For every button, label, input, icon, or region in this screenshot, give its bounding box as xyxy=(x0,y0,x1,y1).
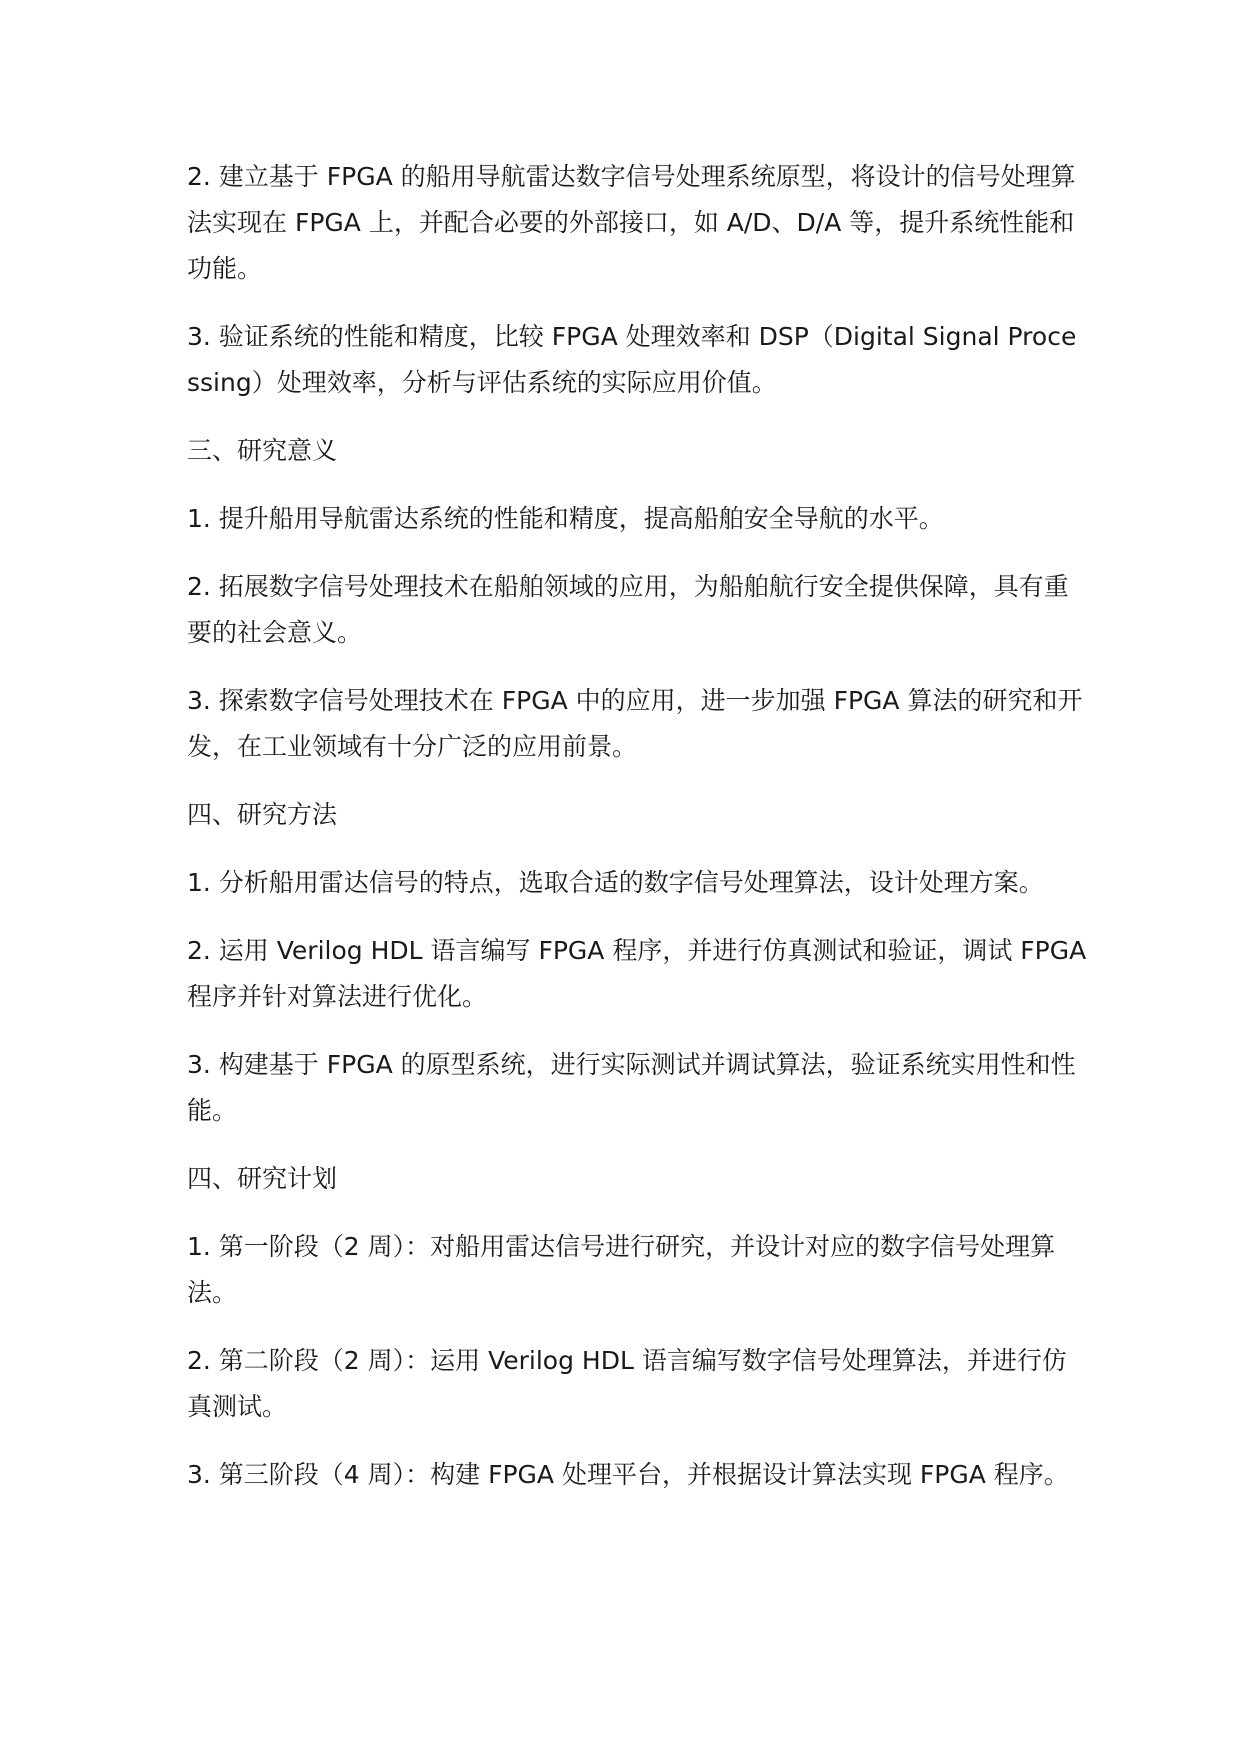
section-heading-methods: 四、研究方法 xyxy=(187,800,338,829)
objective-item-3: 3. 验证系统的性能和精度，比较 FPGA 处理效率和 DSP（Digital Signal Processing）处理效率，分析与评估系统的实际应用价值。 xyxy=(187,322,1077,397)
significance-item-1: 1. 提升船用导航雷达系统的性能和精度，提高船舶安全导航的水平。 xyxy=(187,504,944,533)
significance-item-2: 2. 拓展数字信号处理技术在船舶领域的应用，为船舶航行安全提供保障，具有重要的社会意义。 xyxy=(187,572,1069,647)
section-heading-significance: 三、研究意义 xyxy=(187,436,338,465)
plan-item-1: 1. 第一阶段（2 周）：对船用雷达信号进行研究，并设计对应的数字信号处理算法。 xyxy=(187,1232,1056,1307)
objective-item-2: 2. 建立基于 FPGA 的船用导航雷达数字信号处理系统原型，将设计的信号处理算法实现在 FPGA 上，并配合必要的外部接口，如 A/D、D/A 等，提升系统性能和功能。 xyxy=(187,162,1076,283)
method-item-1: 1. 分析船用雷达信号的特点，选取合适的数字信号处理算法，设计处理方案。 xyxy=(187,868,1044,897)
plan-item-2: 2. 第二阶段（2 周）：运用 Verilog HDL 语言编写数字信号处理算法，并进行仿真测试。 xyxy=(187,1346,1067,1421)
method-item-2: 2. 运用 Verilog HDL 语言编写 FPGA 程序，并进行仿真测试和验证，调试 FPGA 程序并针对算法进行优化。 xyxy=(187,936,1087,1011)
method-item-3: 3. 构建基于 FPGA 的原型系统，进行实际测试并调试算法，验证系统实用性和性能。 xyxy=(187,1050,1076,1125)
section-heading-plan: 四、研究计划 xyxy=(187,1164,338,1193)
document-body xyxy=(187,154,1087,1520)
plan-item-3: 3. 第三阶段（4 周）：构建 FPGA 处理平台，并根据设计算法实现 FPGA 程序。 xyxy=(187,1460,1069,1489)
significance-item-3: 3. 探索数字信号处理技术在 FPGA 中的应用，进一步加强 FPGA 算法的研究和开发，在工业领域有十分广泛的应用前景。 xyxy=(187,686,1083,761)
